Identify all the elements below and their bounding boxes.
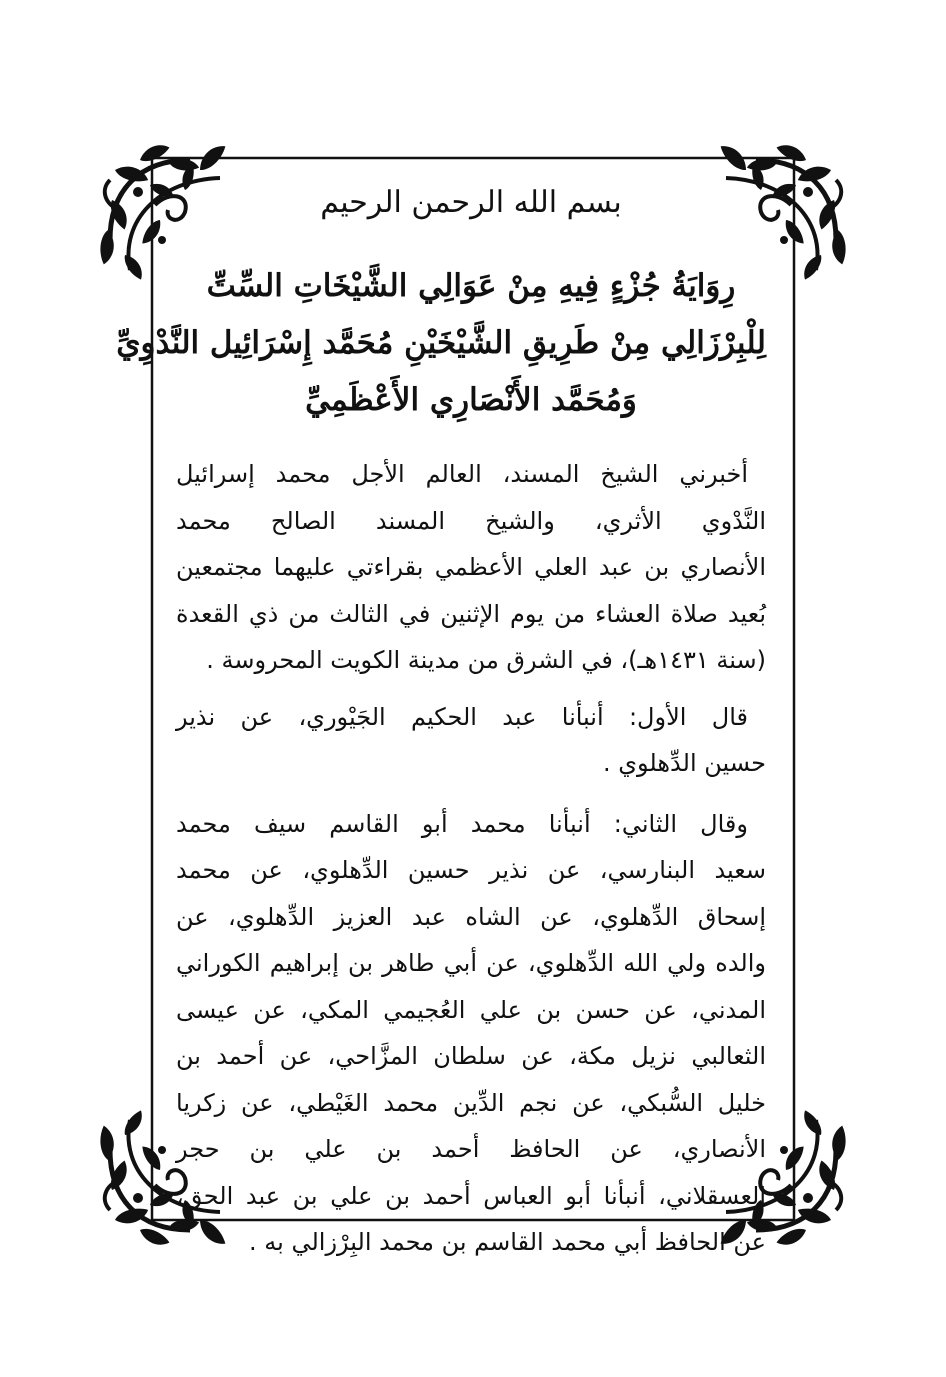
text-line: الأنصاري بن عبد العلي الأعظمي بقراءتي عليهما مجتمعين bbox=[176, 553, 766, 581]
title-line: رِوَايَةُ جُزْءٍ فِيهِ مِنْ عَوَالِي الشَّيْخَاتِ السِّتِّ bbox=[206, 268, 736, 304]
paragraph-3 bbox=[176, 801, 766, 1266]
basmala: بسم الله الرحمن الرحيم bbox=[320, 185, 622, 220]
text-line: خليل السُّبكي، عن نجم الدِّين محمد الغَيْطي، عن زكريا bbox=[176, 1088, 766, 1117]
text-line: العسقلاني، أنبأنا أبو العباس أحمد بن علي بن عبد الحق، bbox=[176, 1181, 766, 1210]
text-line: بُعيد صلاة العشاء من يوم الإثنين في الثالث من ذي القعدة bbox=[176, 599, 766, 628]
text-line: إسحاق الدِّهلوي، عن الشاه عبد العزيز الدِّهلوي، عن bbox=[176, 902, 766, 931]
text-line: حسين الدِّهلوي . bbox=[602, 749, 766, 777]
paragraph-1 bbox=[176, 451, 766, 684]
paragraph-2 bbox=[176, 694, 766, 787]
text-line: الأنصاري، عن الحافظ أحمد بن علي بن حجر bbox=[176, 1135, 766, 1163]
text-line: وقال الثاني: أنبأنا محمد أبو القاسم سيف محمد bbox=[176, 809, 748, 838]
text-line: النَّدْوي الأثري، والشيخ المسند الصالح محمد bbox=[176, 506, 766, 535]
body-text bbox=[176, 451, 766, 1266]
document-title bbox=[116, 258, 766, 429]
text-line: سعيد البنارسي، عن نذير حسين الدِّهلوي، عن محمد bbox=[176, 856, 766, 884]
title-line: لِلْبِرْزَالِي مِنْ طَرِيقِ الشَّيْخَيْنِ مُحَمَّد إِسْرَائِيل النَّدْوِيِّ bbox=[116, 325, 766, 361]
page-content bbox=[116, 178, 766, 1266]
text-line: المدني، عن حسن بن علي العُجيمي المكي، عن عيسى bbox=[176, 995, 766, 1024]
text-line: قال الأول: أنبأنا عبد الحكيم الجَيْوري، عن نذير bbox=[176, 702, 748, 731]
title-line: وَمُحَمَّد الأَنْصَارِي الأَعْظَمِيِّ bbox=[305, 382, 637, 418]
text-line: والده ولي الله الدِّهلوي، عن أبي طاهر بن إبراهيم الكوراني bbox=[176, 949, 766, 977]
text-line: الثعالبي نزيل مكة، عن سلطان المزَّاحي، عن أحمد بن bbox=[176, 1042, 766, 1070]
text-line: أخبرني الشيخ المسند، العالم الأجل محمد إسرائيل bbox=[176, 460, 748, 488]
text-line: عن الحافظ أبي محمد القاسم بن محمد البِرْزالي به . bbox=[249, 1228, 766, 1256]
text-line: (سنة ١٤٣١هـ)، في الشرق من مدينة الكويت المحروسة . bbox=[206, 646, 766, 674]
